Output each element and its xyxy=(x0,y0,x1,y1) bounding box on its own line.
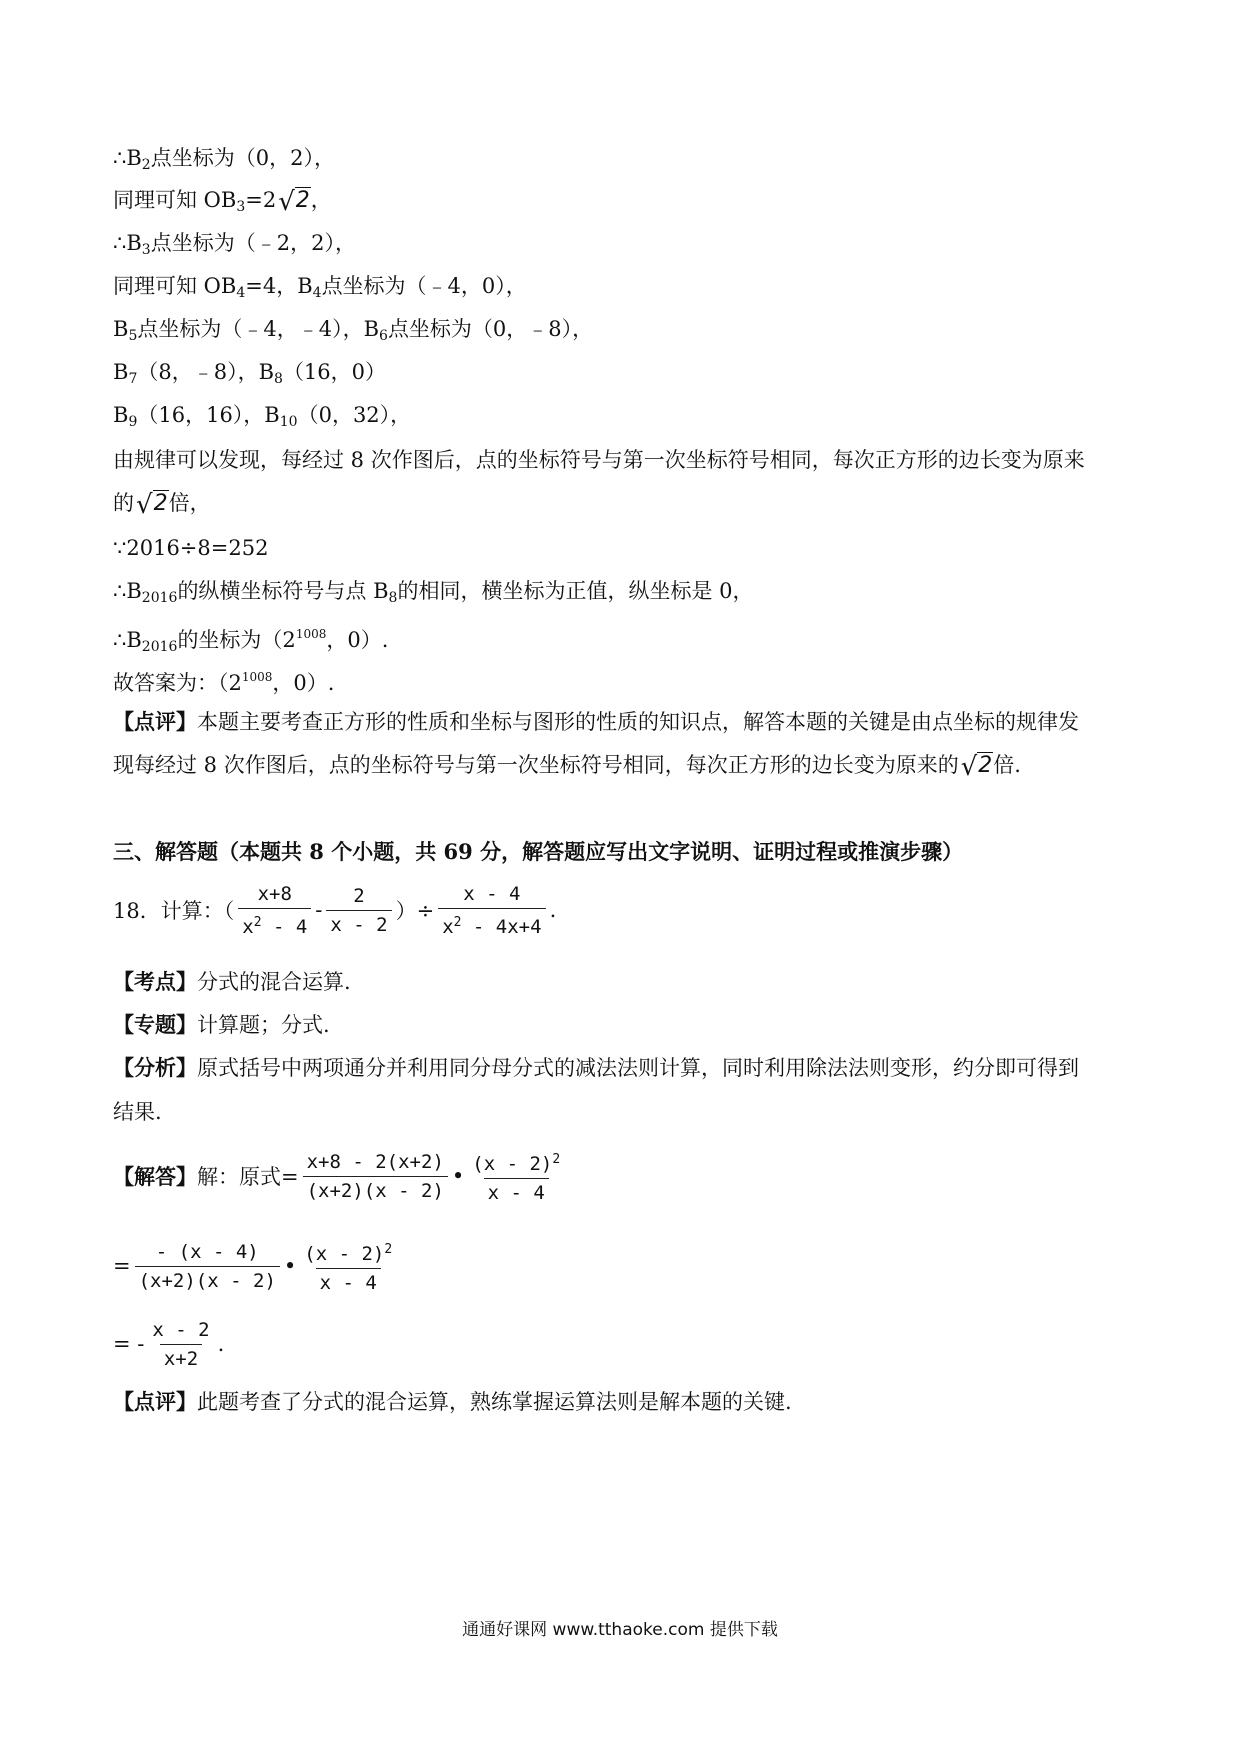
text: 点坐标为（0，﹣8）， xyxy=(387,317,594,341)
numerator xyxy=(468,1148,564,1178)
fraction xyxy=(148,1318,213,1371)
superscript: 2 xyxy=(384,1241,393,1257)
text: 同理可知 OB xyxy=(113,274,237,298)
text: 故答案为：（2 xyxy=(113,671,242,695)
subscript: 6 xyxy=(379,328,388,344)
text: 的相同，横坐标为正值，纵坐标是 0， xyxy=(397,579,754,603)
numerator xyxy=(300,1238,396,1268)
operator: = - xyxy=(113,1332,145,1356)
text: 解：原式= xyxy=(197,1165,299,1189)
section-title xyxy=(113,837,963,867)
operator: • xyxy=(283,1254,297,1278)
section-heading: 三、解答题（本题共 8 个小题，共 69 分，解答题应写出文字说明、证明过程或推演步骤） xyxy=(113,839,964,864)
text: 点坐标为（﹣4，﹣4），B xyxy=(137,317,380,341)
numerator: x - 4 xyxy=(463,882,521,905)
text: ∵2016÷8=252 xyxy=(113,536,269,560)
operator: ）÷ xyxy=(395,899,435,923)
tag: 【分析】 xyxy=(113,1055,197,1080)
text: 的 xyxy=(113,491,134,515)
text: =4，B xyxy=(245,274,313,298)
denominator: x - 4 xyxy=(484,1178,549,1205)
line-ob4 xyxy=(113,271,527,308)
text: . xyxy=(217,1332,225,1356)
superscript: 1008 xyxy=(295,627,327,641)
text: 本题主要考查正方形的性质和坐标与图形的性质的知识点，解答本题的关键是由点坐标的规律发 xyxy=(197,710,1079,734)
line-comment xyxy=(113,707,1079,737)
text: 现每经过 8 次作图后，点的坐标符号与第一次坐标符号相同，每次正方形的边长变为原来的 xyxy=(113,753,959,777)
text: ∴B xyxy=(113,146,142,170)
superscript: 2 xyxy=(552,1151,561,1167)
line-pattern-cont xyxy=(113,488,211,520)
denominator: x - 2 xyxy=(326,910,391,937)
text: 点坐标为（0，2）， xyxy=(150,146,335,170)
superscript: 2 xyxy=(253,914,262,930)
line-ob3 xyxy=(113,185,332,222)
fraction xyxy=(326,884,391,937)
line-zhuanti xyxy=(113,1010,330,1040)
sqrt-symbol: √2 xyxy=(136,490,168,520)
text: ，0）. xyxy=(272,671,335,695)
text: - 4 xyxy=(261,915,308,938)
text: x xyxy=(242,915,254,938)
text: 倍. xyxy=(993,753,1021,777)
denominator: (x+2)(x - 2) xyxy=(135,1266,280,1293)
text: 结果. xyxy=(113,1100,162,1124)
subscript: 3 xyxy=(236,199,246,215)
line-comment-cont xyxy=(113,750,1021,782)
fraction xyxy=(238,882,311,939)
question-18 xyxy=(113,880,556,940)
text: =2 xyxy=(245,188,277,212)
line-answer xyxy=(113,662,334,698)
text: 点坐标为（﹣4，0）， xyxy=(321,274,527,298)
numerator: x+8 - 2(x+2) xyxy=(306,1150,444,1173)
subscript: 2 xyxy=(141,157,151,173)
fraction xyxy=(468,1148,564,1205)
numerator: 2 xyxy=(353,884,365,907)
subscript: 2016 xyxy=(141,639,178,655)
numerator: x+8 xyxy=(257,882,292,905)
line-b7-b8 xyxy=(113,357,386,394)
text: 此题考查了分式的混合运算，熟练掌握运算法则是解本题的关键. xyxy=(197,1390,792,1414)
sqrt-symbol: √2 xyxy=(960,752,993,782)
text: ∴B xyxy=(113,579,142,603)
radicand: 2 xyxy=(153,491,168,516)
text: ，0）. xyxy=(326,628,389,652)
text: ∴B xyxy=(113,231,142,255)
text: ， xyxy=(310,188,332,212)
line-dianping xyxy=(113,1387,792,1417)
question-label: 18．计算：（ xyxy=(113,899,235,923)
text: 计算题；分式. xyxy=(197,1013,330,1037)
line-b5-b6 xyxy=(113,314,593,351)
text: ∴B xyxy=(113,628,142,652)
subscript: 7 xyxy=(128,371,138,387)
operator: - xyxy=(315,898,323,922)
text: （16，0） xyxy=(282,360,387,384)
subscript: 4 xyxy=(236,285,246,301)
radicand: 2 xyxy=(295,188,310,213)
text: 由规律可以发现，每经过 8 次作图后，点的坐标符号与第一次坐标符号相同，每次正方形的边长变为原来 xyxy=(113,448,1085,472)
text: B xyxy=(113,360,129,384)
subscript: 4 xyxy=(312,285,322,301)
fraction xyxy=(135,1240,280,1293)
line-b2016-coord xyxy=(113,619,388,662)
text: 的坐标为（2 xyxy=(177,628,296,652)
comment-tag: 【点评】 xyxy=(113,709,197,734)
line-division xyxy=(113,533,268,563)
line-b2016-sign xyxy=(113,576,754,613)
superscript: 2 xyxy=(453,914,462,930)
line-b3 xyxy=(113,228,356,265)
operator: = xyxy=(113,1254,131,1278)
line-fenxi xyxy=(113,1053,1079,1083)
radicand: 2 xyxy=(978,753,993,778)
text: - 4x+4 xyxy=(461,915,542,938)
subscript: 10 xyxy=(279,414,298,430)
tag: 【解答】 xyxy=(113,1164,197,1189)
text: . xyxy=(549,898,557,922)
line-b9-b10 xyxy=(113,400,411,437)
text: 分式的混合运算. xyxy=(197,970,351,994)
text: 原式括号中两项通分并利用同分母分式的减法法则计算，同时利用除法法则变形，约分即可得到 xyxy=(197,1056,1079,1080)
line-kaodian xyxy=(113,967,351,997)
line-fenxi-cont xyxy=(113,1097,162,1127)
text: 点坐标为（﹣2，2）， xyxy=(150,231,356,255)
text: x xyxy=(442,915,454,938)
denominator: (x+2)(x - 2) xyxy=(303,1176,448,1203)
solution-step-2 xyxy=(113,1234,400,1298)
footer-text: 通通好课网 www.tthaoke.com 提供下载 xyxy=(462,1620,778,1640)
superscript: 1008 xyxy=(241,670,273,684)
numerator: x - 2 xyxy=(152,1318,210,1341)
page-footer xyxy=(0,1615,1240,1640)
subscript: 2016 xyxy=(141,590,178,606)
fraction xyxy=(300,1238,396,1295)
denominator: x - 4 xyxy=(316,1268,381,1295)
text: （0，32）， xyxy=(297,403,412,427)
text: 倍， xyxy=(168,491,211,515)
subscript: 3 xyxy=(141,242,151,258)
text: B xyxy=(113,317,129,341)
solution-step-3 xyxy=(113,1312,224,1376)
line-pattern xyxy=(113,445,1085,475)
subscript: 8 xyxy=(274,371,283,387)
line-b2 xyxy=(113,143,335,180)
solution-step-1 xyxy=(113,1144,568,1208)
text: （16，16），B xyxy=(137,403,280,427)
subscript: 5 xyxy=(128,328,138,344)
tag: 【点评】 xyxy=(113,1389,197,1414)
tag: 【考点】 xyxy=(113,969,197,994)
text: B xyxy=(113,403,129,427)
text: （8，﹣8），B xyxy=(137,360,275,384)
text: 同理可知 OB xyxy=(113,188,237,212)
denominator xyxy=(238,908,311,939)
denominator xyxy=(438,908,545,939)
sqrt-symbol: √2 xyxy=(278,187,310,217)
numerator: - (x - 4) xyxy=(155,1240,259,1263)
text: (x - 2) xyxy=(472,1152,553,1175)
fraction xyxy=(303,1150,448,1203)
subscript: 9 xyxy=(128,414,138,430)
text: 的纵横坐标符号与点 B xyxy=(177,579,389,603)
tag: 【专题】 xyxy=(113,1012,197,1037)
fraction xyxy=(438,882,545,939)
text: (x - 2) xyxy=(304,1242,385,1265)
subscript: 8 xyxy=(388,590,398,606)
denominator: x+2 xyxy=(160,1344,202,1371)
operator: • xyxy=(451,1164,465,1188)
